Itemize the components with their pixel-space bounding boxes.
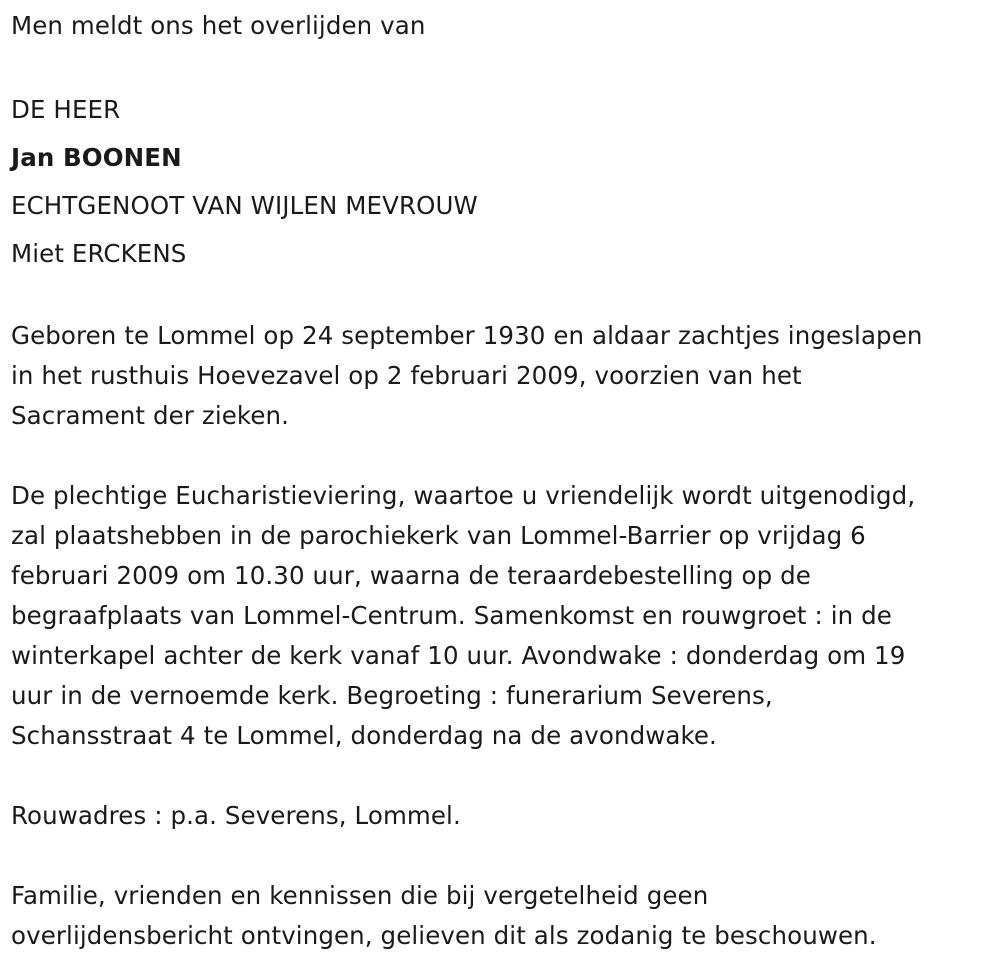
deceased-block	[11, 86, 996, 278]
paragraph-line: De plechtige Eucharistieviering, waartoe u vriendelijk wordt uitgenodigd,	[11, 481, 916, 510]
paragraph-line: februari 2009 om 10.30 uur, waarna de teraardebestelling op de	[11, 561, 811, 590]
birth-paragraph	[11, 316, 996, 436]
paragraph-line: zal plaatshebben in de parochiekerk van Lommel-Barrier op vrijdag 6	[11, 521, 866, 550]
paragraph-line: in het rusthuis Hoevezavel op 2 februari 2009, voorzien van het	[11, 361, 802, 390]
spouse-label: ECHTGENOOT VAN WIJLEN MEVROUW	[11, 191, 478, 220]
paragraph-line: overlijdensbericht ontvingen, gelieven dit als zodanig te beschouwen.	[11, 921, 877, 950]
address-paragraph	[11, 796, 996, 836]
deceased-name: Jan BOONEN	[11, 143, 182, 172]
paragraph-line: Schansstraat 4 te Lommel, donderdag na de avondwake.	[11, 721, 717, 750]
paragraph-line: begraafplaats van Lommel-Centrum. Samenkomst en rouwgroet : in de	[11, 601, 892, 630]
obituary-notice	[11, 0, 996, 956]
honorific: DE HEER	[11, 95, 121, 124]
closing-paragraph	[11, 876, 996, 956]
mourning-address: Rouwadres : p.a. Severens, Lommel.	[11, 801, 461, 830]
paragraph-line: winterkapel achter de kerk vanaf 10 uur. Avondwake : donderdag om 19	[11, 641, 906, 670]
paragraph-line: uur in de vernoemde kerk. Begroeting : funerarium Severens,	[11, 681, 773, 710]
ceremony-paragraph	[11, 476, 996, 756]
paragraph-line: Sacrament der zieken.	[11, 401, 290, 430]
intro-line: Men meldt ons het overlijden van	[11, 11, 426, 40]
paragraph-line: Familie, vrienden en kennissen die bij vergetelheid geen	[11, 881, 709, 910]
paragraph-line: Geboren te Lommel op 24 september 1930 en aldaar zachtjes ingeslapen	[11, 321, 923, 350]
spouse-name: Miet ERCKENS	[11, 239, 187, 268]
